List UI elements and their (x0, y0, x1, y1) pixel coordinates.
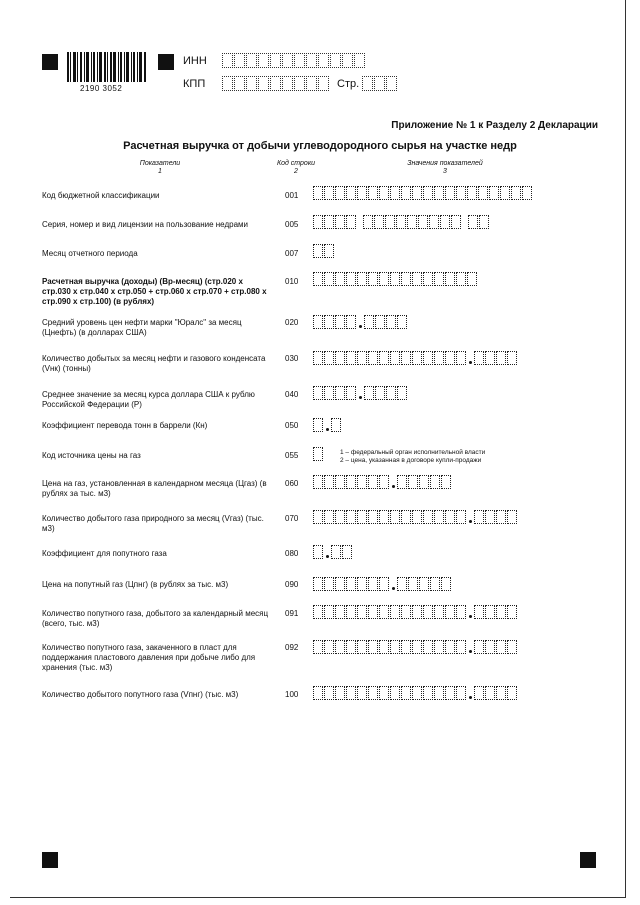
input-cell[interactable] (412, 351, 422, 365)
input-cell[interactable] (445, 186, 455, 200)
kpp-label: КПП (183, 78, 206, 90)
value-field-040[interactable] (313, 386, 408, 400)
input-cell[interactable] (379, 272, 389, 286)
column-header-values: Значения показателей 3 (407, 160, 483, 175)
input-cell[interactable] (324, 386, 334, 400)
input-cell[interactable] (456, 686, 466, 700)
input-cell[interactable] (324, 475, 334, 489)
input-cell[interactable] (468, 215, 478, 229)
input-cell[interactable] (346, 577, 356, 591)
value-field-005[interactable] (313, 215, 490, 229)
input-cell[interactable] (324, 605, 334, 619)
input-cell[interactable] (434, 272, 444, 286)
input-cell[interactable] (408, 475, 418, 489)
input-cell[interactable] (500, 186, 510, 200)
input-cell[interactable] (496, 510, 506, 524)
input-cell[interactable] (357, 686, 367, 700)
row-code-010: 010 (285, 277, 299, 286)
input-cell[interactable] (324, 686, 334, 700)
input-cell[interactable] (335, 315, 345, 329)
input-cell[interactable] (390, 686, 400, 700)
input-cell[interactable] (313, 386, 323, 400)
input-cell[interactable] (363, 215, 373, 229)
row-code-007: 007 (285, 249, 299, 258)
input-cell[interactable] (313, 215, 323, 229)
input-cell[interactable] (364, 315, 374, 329)
input-cell[interactable] (346, 186, 356, 200)
input-cell[interactable] (313, 351, 323, 365)
input-cell[interactable] (445, 510, 455, 524)
input-cell[interactable] (324, 351, 334, 365)
row-code-070: 070 (285, 514, 299, 523)
input-cell[interactable] (496, 640, 506, 654)
input-cell[interactable] (357, 351, 367, 365)
input-cell[interactable] (368, 686, 378, 700)
input-cell[interactable] (434, 186, 444, 200)
input-cell[interactable] (423, 272, 433, 286)
input-cell[interactable] (397, 475, 407, 489)
input-cell[interactable] (313, 640, 323, 654)
input-cell[interactable] (489, 186, 499, 200)
input-cell[interactable] (379, 686, 389, 700)
input-cell[interactable] (485, 351, 495, 365)
input-cell[interactable] (357, 272, 367, 286)
row-code-091: 091 (285, 609, 299, 618)
row-label-007: Месяц отчетного периода (42, 249, 138, 258)
input-cell[interactable] (479, 215, 489, 229)
input-cell[interactable] (401, 686, 411, 700)
row-label-092: Количество попутного газа, закаченного в пласт для поддержания пластового давления при добыче либо для хранения (тыс. м3) (42, 643, 256, 672)
input-cell[interactable] (324, 244, 334, 258)
value-field-070[interactable] (313, 510, 518, 524)
input-cell[interactable] (324, 577, 334, 591)
input-cell[interactable] (434, 686, 444, 700)
input-cell[interactable] (390, 605, 400, 619)
row-code-055: 055 (285, 451, 299, 460)
input-cell[interactable] (346, 351, 356, 365)
input-cell[interactable] (335, 686, 345, 700)
input-cell[interactable] (335, 215, 345, 229)
input-cell[interactable] (324, 510, 334, 524)
page-number-field[interactable] (362, 76, 398, 91)
input-cell[interactable] (390, 272, 400, 286)
value-field-007[interactable] (313, 244, 335, 258)
input-cell[interactable] (419, 475, 429, 489)
inn-field[interactable] (222, 53, 366, 68)
input-cell[interactable] (423, 605, 433, 619)
appendix-title: Приложение № 1 к Разделу 2 Декларации (391, 120, 598, 131)
input-cell[interactable] (423, 640, 433, 654)
input-cell[interactable] (434, 351, 444, 365)
input-cell[interactable] (456, 272, 466, 286)
input-cell[interactable] (313, 545, 323, 559)
row-label-100: Количество добытого попутного газа (Vпнг) (тыс. м3) (42, 690, 239, 699)
input-cell[interactable] (379, 475, 389, 489)
row-code-060: 060 (285, 479, 299, 488)
input-cell[interactable] (346, 605, 356, 619)
input-cell[interactable] (357, 510, 367, 524)
input-cell[interactable] (313, 244, 323, 258)
input-cell[interactable] (445, 605, 455, 619)
input-cell[interactable] (390, 640, 400, 654)
input-cell[interactable] (522, 186, 532, 200)
barcode-number: 2190 3052 (80, 84, 123, 93)
input-cell[interactable] (335, 386, 345, 400)
input-cell[interactable] (474, 686, 484, 700)
input-cell[interactable] (368, 351, 378, 365)
input-cell[interactable] (335, 475, 345, 489)
input-cell[interactable] (456, 510, 466, 524)
input-cell[interactable] (474, 510, 484, 524)
input-cell[interactable] (346, 315, 356, 329)
row-code-100: 100 (285, 690, 299, 699)
row-label-090: Цена на попутный газ (Цпнг) (в рублях за тыс. м3) (42, 580, 229, 589)
input-cell[interactable] (430, 577, 440, 591)
input-cell[interactable] (368, 272, 378, 286)
input-cell[interactable] (397, 577, 407, 591)
input-cell[interactable] (412, 186, 422, 200)
input-cell[interactable] (342, 545, 352, 559)
input-cell[interactable] (313, 605, 323, 619)
input-cell[interactable] (324, 186, 334, 200)
page-border-right (625, 0, 626, 898)
input-cell[interactable] (445, 640, 455, 654)
input-cell[interactable] (335, 272, 345, 286)
input-cell[interactable] (313, 315, 323, 329)
input-cell[interactable] (401, 272, 411, 286)
input-cell[interactable] (390, 510, 400, 524)
input-cell[interactable] (379, 351, 389, 365)
kpp-field[interactable] (222, 76, 330, 91)
row-label-055: Код источника цены на газ (42, 451, 141, 460)
row-code-092: 092 (285, 643, 299, 652)
input-cell[interactable] (430, 475, 440, 489)
value-field-100[interactable] (313, 686, 518, 700)
value-field-080[interactable] (313, 545, 353, 559)
row-label-060: Цена на газ, установленная в календарном месяца (Цгаз) (в рублях за тыс. м3) (42, 479, 267, 498)
input-cell[interactable] (434, 640, 444, 654)
input-cell[interactable] (485, 510, 495, 524)
input-cell[interactable] (451, 215, 461, 229)
row-code-090: 090 (285, 580, 299, 589)
input-cell[interactable] (456, 351, 466, 365)
input-cell[interactable] (474, 605, 484, 619)
inn-label: ИНН (183, 55, 207, 67)
input-cell[interactable] (507, 686, 517, 700)
input-cell[interactable] (386, 315, 396, 329)
input-cell[interactable] (346, 510, 356, 524)
input-cell[interactable] (423, 686, 433, 700)
decimal-point (390, 475, 397, 489)
input-cell[interactable] (313, 475, 323, 489)
note-055-line1: 1 – федеральный орган исполнительной власти (340, 449, 486, 456)
decimal-point (357, 315, 364, 329)
input-cell[interactable] (375, 386, 385, 400)
input-cell[interactable] (368, 640, 378, 654)
page-border-bottom (10, 897, 626, 898)
page-title: Расчетная выручка от добычи углеводородного сырья на участке недр (123, 140, 517, 152)
input-cell[interactable] (401, 640, 411, 654)
input-cell[interactable] (335, 640, 345, 654)
decimal-point (467, 351, 474, 365)
input-cell[interactable] (324, 315, 334, 329)
input-cell[interactable] (313, 510, 323, 524)
page-label: Стр. (337, 78, 360, 90)
input-cell[interactable] (445, 272, 455, 286)
value-field-030[interactable] (313, 351, 518, 365)
input-cell[interactable] (401, 351, 411, 365)
input-cell[interactable] (357, 605, 367, 619)
input-cell[interactable] (313, 577, 323, 591)
input-cell[interactable] (423, 186, 433, 200)
row-label-020: Средний уровень цен нефти марки "Юралс" за месяц (Цнефть) (в долларах США) (42, 318, 242, 337)
input-cell[interactable] (397, 315, 407, 329)
input-cell[interactable] (379, 577, 389, 591)
row-label-070: Количество добытого газа природного за месяц (Vгаз) (тыс. м3) (42, 514, 264, 533)
value-field-060[interactable] (313, 475, 452, 489)
row-label-050: Коэффициент перевода тонн в баррели (Кн) (42, 421, 208, 430)
input-cell[interactable] (375, 315, 385, 329)
row-label-091: Количество попутного газа, добытого за календарный месяц (всего, тыс. м3) (42, 609, 269, 628)
input-cell[interactable] (412, 605, 422, 619)
input-cell[interactable] (379, 186, 389, 200)
input-cell[interactable] (441, 475, 451, 489)
marker-bottom-left (42, 852, 58, 868)
input-cell[interactable] (456, 605, 466, 619)
input-cell[interactable] (407, 215, 417, 229)
row-label-010: Расчетная выручка (доходы) (Вр-месяц) (стр.020 x стр.030 x стр.040 x стр.050 + стр.060 x стр.070 + стр.080 x стр.090 x стр.100) (в рублях) (42, 277, 267, 306)
input-cell[interactable] (485, 686, 495, 700)
decimal-point (467, 605, 474, 619)
input-cell[interactable] (379, 510, 389, 524)
value-field-092[interactable] (313, 640, 518, 654)
input-cell[interactable] (478, 186, 488, 200)
input-cell[interactable] (364, 386, 374, 400)
input-cell[interactable] (485, 605, 495, 619)
input-cell[interactable] (496, 686, 506, 700)
input-cell[interactable] (368, 475, 378, 489)
input-cell[interactable] (379, 640, 389, 654)
row-label-005: Серия, номер и вид лицензии на пользование недрами (42, 220, 248, 229)
row-code-020: 020 (285, 318, 299, 327)
decimal-point (467, 686, 474, 700)
input-cell[interactable] (324, 272, 334, 286)
row-label-030: Количество добытых за месяц нефти и газового конденсата (Vнк) (тонны) (42, 354, 266, 373)
row-label-080: Коэффициент для попутного газа (42, 549, 167, 558)
input-cell[interactable] (335, 577, 345, 591)
input-cell[interactable] (357, 186, 367, 200)
column-header-indicators: Показатели 1 (139, 160, 181, 175)
input-cell[interactable] (368, 605, 378, 619)
input-cell[interactable] (385, 215, 395, 229)
value-field-091[interactable] (313, 605, 518, 619)
decimal-point (390, 577, 397, 591)
row-code-001: 001 (285, 191, 299, 200)
input-cell[interactable] (474, 640, 484, 654)
decimal-point (324, 545, 331, 559)
input-cell[interactable] (445, 351, 455, 365)
decimal-point (357, 386, 364, 400)
input-cell[interactable] (346, 475, 356, 489)
input-cell[interactable] (507, 640, 517, 654)
decimal-point (324, 418, 331, 432)
input-cell[interactable] (429, 215, 439, 229)
decimal-point (467, 640, 474, 654)
input-cell[interactable] (507, 510, 517, 524)
input-cell[interactable] (507, 351, 517, 365)
input-cell[interactable] (335, 186, 345, 200)
input-cell[interactable] (412, 640, 422, 654)
input-cell[interactable] (357, 475, 367, 489)
input-cell[interactable] (335, 510, 345, 524)
input-cell[interactable] (390, 186, 400, 200)
row-code-005: 005 (285, 220, 299, 229)
row-code-050: 050 (285, 421, 299, 430)
decimal-point (467, 510, 474, 524)
barcode-image (67, 52, 147, 82)
value-field-090[interactable] (313, 577, 452, 591)
input-cell[interactable] (331, 418, 341, 432)
input-cell[interactable] (412, 686, 422, 700)
input-cell[interactable] (324, 640, 334, 654)
input-cell[interactable] (456, 186, 466, 200)
input-cell[interactable] (346, 640, 356, 654)
marker-top-left (42, 54, 58, 70)
note-055-line2: 2 – цена, указанная в договоре купли-продажи (340, 457, 482, 464)
input-cell[interactable] (440, 215, 450, 229)
input-cell[interactable] (434, 605, 444, 619)
value-field-001[interactable] (313, 186, 533, 200)
input-cell[interactable] (412, 272, 422, 286)
input-cell[interactable] (396, 215, 406, 229)
input-cell[interactable] (357, 640, 367, 654)
input-cell[interactable] (423, 351, 433, 365)
input-cell[interactable] (346, 386, 356, 400)
row-code-080: 080 (285, 549, 299, 558)
input-cell[interactable] (368, 577, 378, 591)
input-cell[interactable] (419, 577, 429, 591)
input-cell[interactable] (467, 186, 477, 200)
input-cell[interactable] (485, 640, 495, 654)
input-cell[interactable] (313, 186, 323, 200)
input-cell[interactable] (379, 605, 389, 619)
input-cell[interactable] (511, 186, 521, 200)
input-cell[interactable] (390, 351, 400, 365)
input-cell[interactable] (474, 351, 484, 365)
input-cell[interactable] (507, 605, 517, 619)
input-cell[interactable] (397, 386, 407, 400)
input-cell[interactable] (374, 215, 384, 229)
input-cell[interactable] (357, 577, 367, 591)
input-cell[interactable] (401, 605, 411, 619)
input-cell[interactable] (313, 447, 323, 461)
input-cell[interactable] (434, 510, 444, 524)
input-cell[interactable] (346, 272, 356, 286)
input-cell[interactable] (313, 686, 323, 700)
input-cell[interactable] (496, 351, 506, 365)
value-field-020[interactable] (313, 315, 408, 329)
marker-top-right (158, 54, 174, 70)
input-cell[interactable] (368, 510, 378, 524)
column-header-row-code: Код строки 2 (276, 160, 316, 175)
input-cell[interactable] (441, 577, 451, 591)
input-cell[interactable] (408, 577, 418, 591)
value-field-050[interactable] (313, 418, 342, 432)
input-cell[interactable] (401, 186, 411, 200)
value-field-010[interactable] (313, 272, 478, 286)
input-cell[interactable] (313, 418, 323, 432)
row-code-030: 030 (285, 354, 299, 363)
value-field-055[interactable] (313, 447, 324, 461)
row-label-040: Среднее значение за месяц курса доллара США к рублю Российской Федерации (Р) (42, 390, 255, 409)
input-cell[interactable] (346, 686, 356, 700)
input-cell[interactable] (418, 215, 428, 229)
input-cell[interactable] (346, 215, 356, 229)
input-cell[interactable] (313, 272, 323, 286)
input-cell[interactable] (496, 605, 506, 619)
input-cell[interactable] (401, 510, 411, 524)
row-code-040: 040 (285, 390, 299, 399)
input-cell[interactable] (445, 686, 455, 700)
input-cell[interactable] (386, 386, 396, 400)
input-cell[interactable] (412, 510, 422, 524)
input-cell[interactable] (423, 510, 433, 524)
input-cell[interactable] (456, 640, 466, 654)
input-cell[interactable] (368, 186, 378, 200)
input-cell[interactable] (324, 215, 334, 229)
marker-bottom-right (580, 852, 596, 868)
input-cell[interactable] (335, 351, 345, 365)
input-cell[interactable] (335, 605, 345, 619)
input-cell[interactable] (331, 545, 341, 559)
row-label-001: Код бюджетной классификации (42, 191, 160, 200)
input-cell[interactable] (467, 272, 477, 286)
